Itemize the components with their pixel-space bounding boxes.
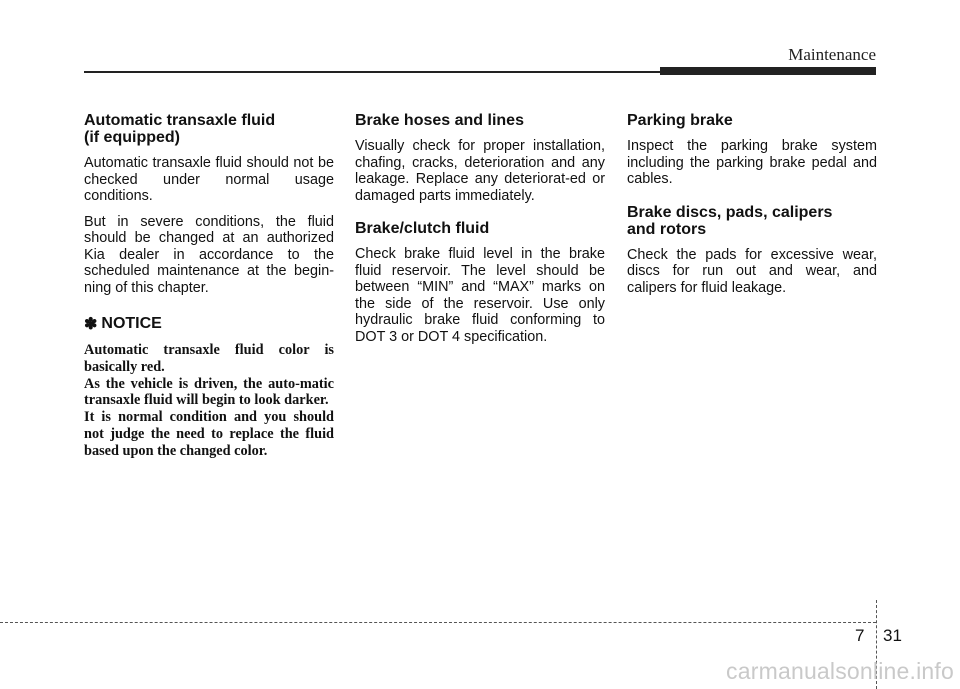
heading-brake-discs: Brake discs, pads, calipers and rotors bbox=[627, 203, 833, 238]
header-rule-bar bbox=[660, 67, 876, 75]
heading-parking-brake: Parking brake bbox=[627, 112, 733, 129]
heading-brake-hoses: Brake hoses and lines bbox=[355, 112, 524, 129]
notice-heading bbox=[84, 314, 334, 334]
chapter-number: 7 bbox=[855, 626, 865, 645]
paragraph-transaxle-check: Automatic transaxle fluid should not be checked under normal usage conditions. bbox=[84, 155, 334, 204]
paragraph-transaxle-severe: But in severe conditions, the fluid should be changed at an authorized Kia dealer in accordance to the scheduled maintenance at the begin-ning of this chapter. bbox=[84, 213, 334, 296]
column-left bbox=[84, 112, 334, 460]
heading-brake-fluid: Brake/clutch fluid bbox=[355, 220, 490, 237]
notice-body: Automatic transaxle fluid color is basically red. As the vehicle is driven, the auto-matic transaxle fluid will begin to look darker. It is normal condition and you should not judge the need to replace the fluid based upon the changed color. bbox=[84, 342, 334, 459]
notice-title: NOTICE bbox=[101, 315, 162, 332]
header-rule bbox=[84, 71, 684, 73]
paragraph-brake-fluid: Check brake fluid level in the brake fluid reservoir. The level should be between “MIN” and “MAX” marks on the side of the reservoir. Use only hydraulic brake fluid conforming to DOT 3 or DOT 4 specification. bbox=[355, 246, 605, 345]
footer-rule bbox=[0, 622, 876, 623]
watermark: carmanualsonline.info bbox=[726, 658, 954, 684]
paragraph-brake-discs: Check the pads for excessive wear, discs for run out and wear, and calipers for fluid leakage. bbox=[627, 246, 877, 296]
section-title: Maintenance bbox=[788, 45, 876, 64]
paragraph-brake-hoses: Visually check for proper installation, chafing, cracks, deterioration and any leakage. Replace any deteriorat-ed or damaged parts immediately. bbox=[355, 138, 605, 204]
column-middle bbox=[355, 112, 605, 361]
page-number: 31 bbox=[883, 626, 902, 645]
heading-transaxle-fluid: Automatic transaxle fluid (if equipped) bbox=[84, 112, 276, 146]
paragraph-parking-brake: Inspect the parking brake system including the parking brake pedal and cables. bbox=[627, 138, 877, 187]
column-right bbox=[627, 112, 877, 312]
notice-icon: ✽ bbox=[84, 316, 98, 333]
